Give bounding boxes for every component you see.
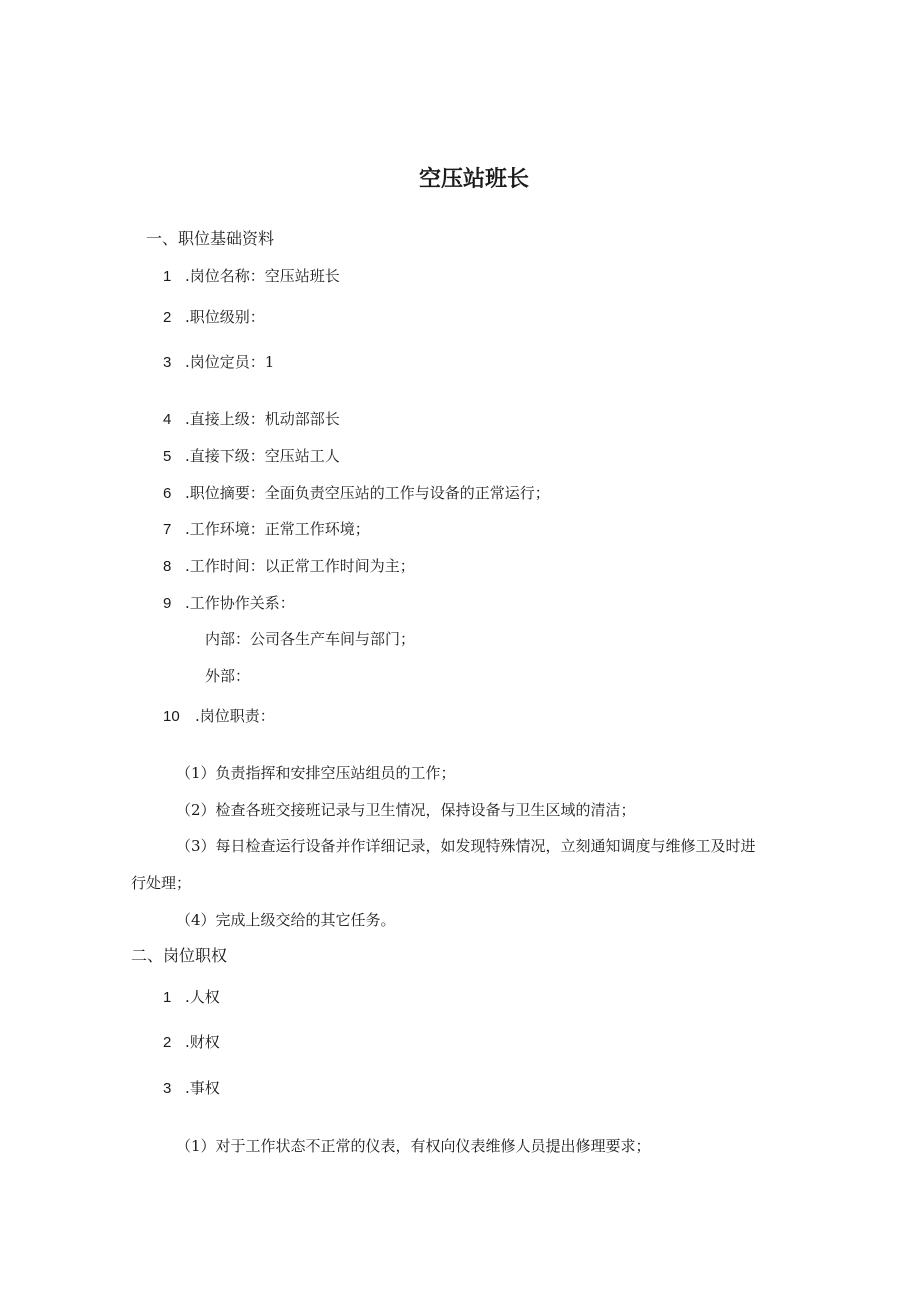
section-1-heading: 一、职位基础资料: [146, 229, 275, 248]
item-number: 8: [163, 558, 172, 575]
item-text: .工作时间：以正常工作时间为主；: [185, 557, 415, 575]
list-item: [163, 987, 220, 1008]
duty-item: （3）每日检查运行设备并作详细记录，如发现特殊情况，立刻通知调度与维修工及时进: [176, 837, 756, 855]
list-item: [163, 409, 340, 430]
item-number: 3: [163, 1080, 172, 1097]
item-text: .职位摘要：全面负责空压站的工作与设备的正常运行；: [185, 484, 550, 502]
item-text: .岗位定员：1: [185, 353, 275, 371]
item-text: .工作协作关系：: [185, 594, 295, 612]
external-relations: 外部：: [205, 667, 251, 685]
list-item: [163, 446, 340, 467]
list-item: [163, 519, 370, 540]
section-2-heading: 二、岗位职权: [131, 946, 228, 965]
item-number: 1: [163, 268, 172, 285]
item-text: .事权: [185, 1079, 220, 1097]
duty-item: （2）检查各班交接班记录与卫生情况，保持设备与卫生区域的清洁；: [176, 801, 636, 819]
list-item: [163, 266, 340, 287]
item-number: 1: [163, 989, 172, 1006]
item-text: .岗位名称：空压站班长: [185, 267, 340, 285]
page-title: 空压站班长: [419, 167, 530, 192]
list-item: [163, 1078, 220, 1099]
item-text: .直接下级：空压站工人: [185, 447, 340, 465]
item-text: .工作环境：正常工作环境；: [185, 520, 370, 538]
item-text: .直接上级：机动部部长: [185, 410, 340, 428]
list-item: [163, 593, 295, 614]
list-item: [163, 352, 274, 373]
item-text: .岗位职责：: [195, 707, 275, 725]
item-text: .人权: [185, 988, 220, 1006]
item-number: 9: [163, 595, 172, 612]
list-item: [163, 1032, 220, 1053]
duty-item: （4）完成上级交给的其它任务。: [176, 911, 396, 929]
item-number: 4: [163, 411, 172, 428]
power-item: （1）对于工作状态不正常的仪表，有权向仪表维修人员提出修理要求；: [176, 1137, 651, 1155]
duty-item-continuation: 行处理；: [131, 874, 192, 892]
list-item: [163, 483, 550, 504]
item-text: .职位级别：: [185, 308, 265, 326]
internal-relations: 内部：公司各生产车间与部门；: [205, 630, 416, 648]
item-text: .财权: [185, 1033, 220, 1051]
list-item: [163, 307, 265, 328]
item-number: 6: [163, 485, 172, 502]
duty-item: （1）负责指挥和安排空压站组员的工作；: [176, 764, 456, 782]
item-number: 2: [163, 309, 172, 326]
item-number: 3: [163, 354, 172, 371]
item-number: 7: [163, 521, 172, 538]
item-number: 10: [163, 708, 180, 725]
list-item: [163, 706, 275, 727]
list-item: [163, 556, 415, 577]
item-number: 5: [163, 448, 172, 465]
item-number: 2: [163, 1034, 172, 1051]
